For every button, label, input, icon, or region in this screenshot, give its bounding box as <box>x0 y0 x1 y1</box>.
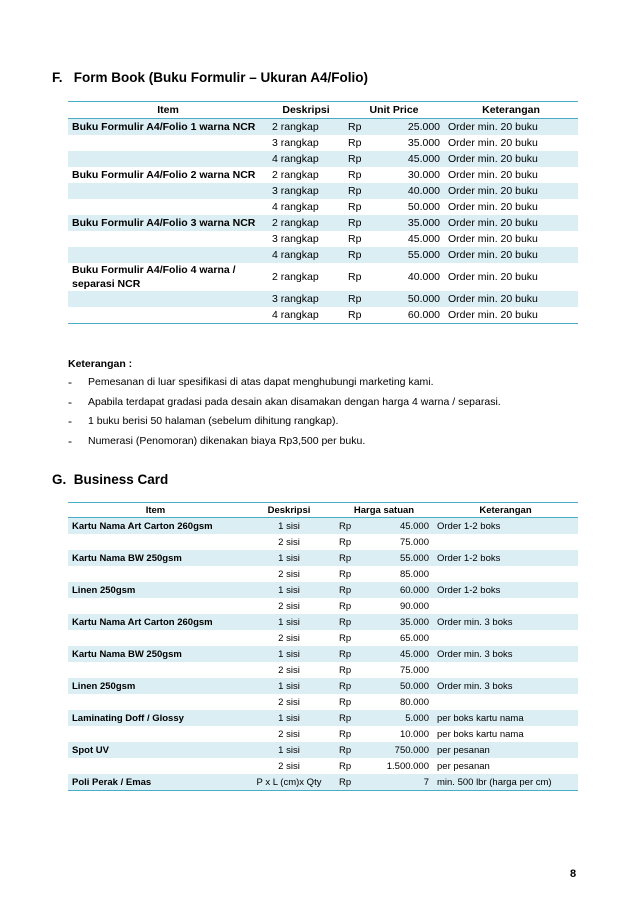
cell-currency: Rp <box>335 710 363 726</box>
cell-item: Spot UV <box>68 742 243 758</box>
cell-note <box>433 534 578 550</box>
cell-price: 45.000 <box>363 646 433 662</box>
cell-currency: Rp <box>339 760 352 772</box>
cell-desc: 1 sisi <box>243 550 335 566</box>
business-card-price-table <box>68 502 578 791</box>
table-row <box>68 566 578 582</box>
cell-desc: 2 sisi <box>278 728 300 740</box>
table-row <box>68 758 578 774</box>
cell-note: Order min. 20 buku <box>444 119 578 136</box>
cell-currency: Rp <box>348 169 362 181</box>
cell-desc: 3 rangkap <box>272 233 319 245</box>
cell-note: per pesanan <box>433 742 578 758</box>
header-item: Item <box>68 102 268 119</box>
cell-currency: Rp <box>339 568 352 580</box>
table-row <box>68 167 578 183</box>
cell-price: 40.000 <box>374 183 444 199</box>
cell-price: 45.000 <box>407 233 441 245</box>
cell-item <box>68 726 243 742</box>
header-price: Unit Price <box>344 102 444 119</box>
cell-desc: P x L (cm)x Qty <box>243 774 335 791</box>
cell-currency: Rp <box>339 600 352 612</box>
cell-currency: Rp <box>339 728 352 740</box>
cell-note: Order min. 20 buku <box>444 215 578 231</box>
section-f-title-text: Form Book (Buku Formulir – Ukuran A4/Folio) <box>73 70 369 85</box>
table-row <box>68 742 578 758</box>
table-row <box>68 614 578 630</box>
cell-desc: 4 rangkap <box>272 201 319 213</box>
cell-note: Order min. 20 buku <box>444 183 578 199</box>
cell-price: 45.000 <box>374 151 444 167</box>
cell-desc: 4 rangkap <box>268 247 344 263</box>
cell-desc: 2 sisi <box>278 632 300 644</box>
cell-note: Order min. 20 buku <box>444 247 578 263</box>
list-item <box>68 435 501 455</box>
cell-desc: 1 sisi <box>243 582 335 598</box>
cell-note: Order min. 20 buku <box>448 137 538 149</box>
cell-currency: Rp <box>335 646 363 662</box>
cell-note: Order min. 3 boks <box>433 614 578 630</box>
cell-item <box>68 231 268 247</box>
cell-desc: 1 sisi <box>243 614 335 630</box>
cell-desc: 3 rangkap <box>268 183 344 199</box>
table-row <box>68 215 578 231</box>
cell-note: Order min. 20 buku <box>448 309 538 321</box>
cell-note: Order min. 20 buku <box>448 271 538 283</box>
table-row <box>68 774 578 791</box>
cell-price: 75.000 <box>399 664 429 676</box>
cell-item: Poli Perak / Emas <box>68 774 243 791</box>
cell-item: Buku Formulir A4/Folio 3 warna NCR <box>68 215 268 231</box>
cell-desc: 1 sisi <box>243 518 335 535</box>
cell-note <box>433 694 578 710</box>
cell-item <box>68 247 268 263</box>
table-row <box>68 582 578 598</box>
cell-price: 65.000 <box>399 632 429 644</box>
header-desc: Deskripsi <box>268 102 344 119</box>
cell-note <box>433 662 578 678</box>
cell-currency: Rp <box>335 742 363 758</box>
form-book-price-table <box>68 101 578 324</box>
cell-price: 45.000 <box>363 518 433 535</box>
cell-note <box>433 598 578 614</box>
cell-price: 25.000 <box>374 119 444 136</box>
cell-item <box>68 151 268 167</box>
cell-price: 1.500.000 <box>386 760 429 772</box>
cell-desc: 3 rangkap <box>268 291 344 307</box>
cell-price: 55.000 <box>374 247 444 263</box>
cell-currency: Rp <box>348 137 362 149</box>
cell-currency: Rp <box>335 518 363 535</box>
section-g-letter: G. <box>52 472 67 487</box>
note-text: Apabila terdapat gradasi pada desain akan disamakan dengan harga 4 warna / separasi. <box>88 395 501 408</box>
header-note: Keterangan <box>444 102 578 119</box>
table-row <box>68 534 578 550</box>
table-row <box>68 247 578 263</box>
cell-item <box>68 758 243 774</box>
cell-price: 40.000 <box>407 271 441 283</box>
cell-item: Kartu Nama BW 250gsm <box>68 646 243 662</box>
section-f-letter: F. <box>52 70 63 85</box>
cell-currency: Rp <box>348 233 362 245</box>
dash-bullet: - <box>68 414 72 428</box>
cell-desc: 2 rangkap <box>268 215 344 231</box>
cell-desc: 2 sisi <box>278 696 300 708</box>
cell-note <box>433 566 578 582</box>
notes-block <box>68 358 501 454</box>
header-item: Item <box>68 503 243 518</box>
table-row <box>68 183 578 199</box>
cell-item: Kartu Nama Art Carton 260gsm <box>68 614 243 630</box>
cell-desc: 2 sisi <box>278 536 300 548</box>
notes-list <box>68 376 501 454</box>
cell-note: Order min. 20 buku <box>444 151 578 167</box>
cell-currency: Rp <box>339 536 352 548</box>
cell-item <box>68 662 243 678</box>
cell-currency: Rp <box>348 271 362 283</box>
cell-price: 10.000 <box>399 728 429 740</box>
cell-note: per boks kartu nama <box>433 710 578 726</box>
cell-price: 55.000 <box>363 550 433 566</box>
table-row <box>68 694 578 710</box>
header-note: Keterangan <box>433 503 578 518</box>
header-price: Harga satuan <box>335 503 433 518</box>
cell-price: 5.000 <box>363 710 433 726</box>
cell-note: per boks kartu nama <box>437 728 524 740</box>
cell-currency: Rp <box>344 183 374 199</box>
cell-desc: 2 rangkap <box>268 119 344 136</box>
cell-desc: 1 sisi <box>243 646 335 662</box>
cell-note: Order min. 20 buku <box>448 169 538 181</box>
cell-price: 75.000 <box>399 536 429 548</box>
cell-item <box>68 307 268 324</box>
table-header-row <box>68 102 578 119</box>
cell-currency: Rp <box>339 632 352 644</box>
cell-currency: Rp <box>335 582 363 598</box>
cell-currency: Rp <box>335 774 363 791</box>
cell-item: Linen 250gsm <box>68 582 243 598</box>
cell-item: Laminating Doff / Glossy <box>68 710 243 726</box>
cell-item <box>68 534 243 550</box>
cell-item <box>68 694 243 710</box>
cell-desc: 2 sisi <box>278 600 300 612</box>
cell-currency: Rp <box>339 696 352 708</box>
cell-price: 60.000 <box>407 309 441 321</box>
cell-price: 35.000 <box>374 215 444 231</box>
cell-price: 90.000 <box>399 600 429 612</box>
table-row <box>68 646 578 662</box>
table-header-row <box>68 503 578 518</box>
table-row <box>68 662 578 678</box>
table-row <box>68 151 578 167</box>
cell-currency: Rp <box>344 151 374 167</box>
cell-note: Order 1-2 boks <box>433 550 578 566</box>
cell-currency: Rp <box>335 678 363 694</box>
cell-desc: 1 sisi <box>243 742 335 758</box>
cell-price: 50.000 <box>407 201 441 213</box>
cell-desc: 1 sisi <box>243 710 335 726</box>
cell-price: 750.000 <box>363 742 433 758</box>
cell-item: Buku Formulir A4/Folio 2 warna NCR <box>72 169 256 181</box>
table-row <box>68 263 578 291</box>
cell-item: Linen 250gsm <box>68 678 243 694</box>
header-desc: Deskripsi <box>243 503 335 518</box>
cell-note: Order min. 20 buku <box>444 291 578 307</box>
table-row <box>68 550 578 566</box>
dash-bullet: - <box>68 394 72 409</box>
list-item <box>68 415 501 435</box>
table-row <box>68 291 578 307</box>
table-row <box>68 518 578 535</box>
cell-desc: 3 rangkap <box>272 137 319 149</box>
cell-note: min. 500 lbr (harga per cm) <box>433 774 578 791</box>
cell-note: Order min. 3 boks <box>433 646 578 662</box>
cell-item <box>68 598 243 614</box>
dash-bullet: - <box>68 375 72 389</box>
cell-note: Order 1-2 boks <box>433 518 578 535</box>
table-row <box>68 678 578 694</box>
cell-price: 60.000 <box>363 582 433 598</box>
cell-note: Order 1-2 boks <box>433 582 578 598</box>
table-row <box>68 231 578 247</box>
cell-currency: Rp <box>344 247 374 263</box>
cell-price: 35.000 <box>363 614 433 630</box>
cell-item: Buku Formulir A4/Folio 4 warna / separasi NCR <box>72 264 236 290</box>
cell-desc: 4 rangkap <box>272 309 319 321</box>
cell-price: 85.000 <box>399 568 429 580</box>
cell-desc: 2 rangkap <box>272 271 319 283</box>
note-text: Numerasi (Penomoran) dikenakan biaya Rp3,500 per buku. <box>88 434 366 447</box>
section-g-title-text: Business Card <box>73 472 169 487</box>
cell-price: 50.000 <box>374 291 444 307</box>
table-row <box>68 119 578 136</box>
table-row <box>68 307 578 324</box>
table-row <box>68 135 578 151</box>
section-g-title <box>52 472 168 487</box>
cell-note: Order min. 3 boks <box>433 678 578 694</box>
cell-desc: 4 rangkap <box>268 151 344 167</box>
dash-bullet: - <box>68 433 72 448</box>
cell-desc: 1 sisi <box>243 678 335 694</box>
cell-item <box>68 291 268 307</box>
cell-currency: Rp <box>339 664 352 676</box>
cell-desc: 2 rangkap <box>272 169 319 181</box>
cell-item: Kartu Nama Art Carton 260gsm <box>68 518 243 535</box>
notes-title: Keterangan : <box>68 358 133 370</box>
cell-price: 35.000 <box>407 137 441 149</box>
cell-price: 7 <box>363 774 433 791</box>
list-item <box>68 376 501 396</box>
cell-item: Buku Formulir A4/Folio 1 warna NCR <box>68 119 268 136</box>
cell-currency: Rp <box>348 201 362 213</box>
note-text: Pemesanan di luar spesifikasi di atas dapat menghubungi marketing kami. <box>88 376 434 388</box>
table-row <box>68 199 578 215</box>
cell-note <box>433 630 578 646</box>
table-row <box>68 710 578 726</box>
cell-price: 30.000 <box>407 169 441 181</box>
note-text: 1 buku berisi 50 halaman (sebelum dihitung rangkap). <box>88 415 339 427</box>
cell-note: Order min. 20 buku <box>448 233 538 245</box>
cell-note: per pesanan <box>437 760 490 772</box>
table-row <box>68 726 578 742</box>
cell-desc: 2 sisi <box>278 760 300 772</box>
cell-desc: 2 sisi <box>278 568 300 580</box>
cell-price: 80.000 <box>399 696 429 708</box>
cell-desc: 2 sisi <box>278 664 300 676</box>
page-number: 8 <box>570 868 577 880</box>
table-row <box>68 598 578 614</box>
list-item <box>68 396 501 416</box>
cell-item <box>68 183 268 199</box>
cell-currency: Rp <box>335 550 363 566</box>
cell-currency: Rp <box>344 215 374 231</box>
cell-item <box>68 199 268 215</box>
cell-currency: Rp <box>344 119 374 136</box>
cell-price: 50.000 <box>363 678 433 694</box>
cell-currency: Rp <box>335 614 363 630</box>
cell-currency: Rp <box>348 309 362 321</box>
table-row <box>68 630 578 646</box>
cell-note: Order min. 20 buku <box>448 201 538 213</box>
cell-item <box>68 566 243 582</box>
cell-item <box>68 630 243 646</box>
section-f-title <box>52 70 368 85</box>
cell-currency: Rp <box>344 291 374 307</box>
cell-item <box>68 135 268 151</box>
cell-item: Kartu Nama BW 250gsm <box>68 550 243 566</box>
